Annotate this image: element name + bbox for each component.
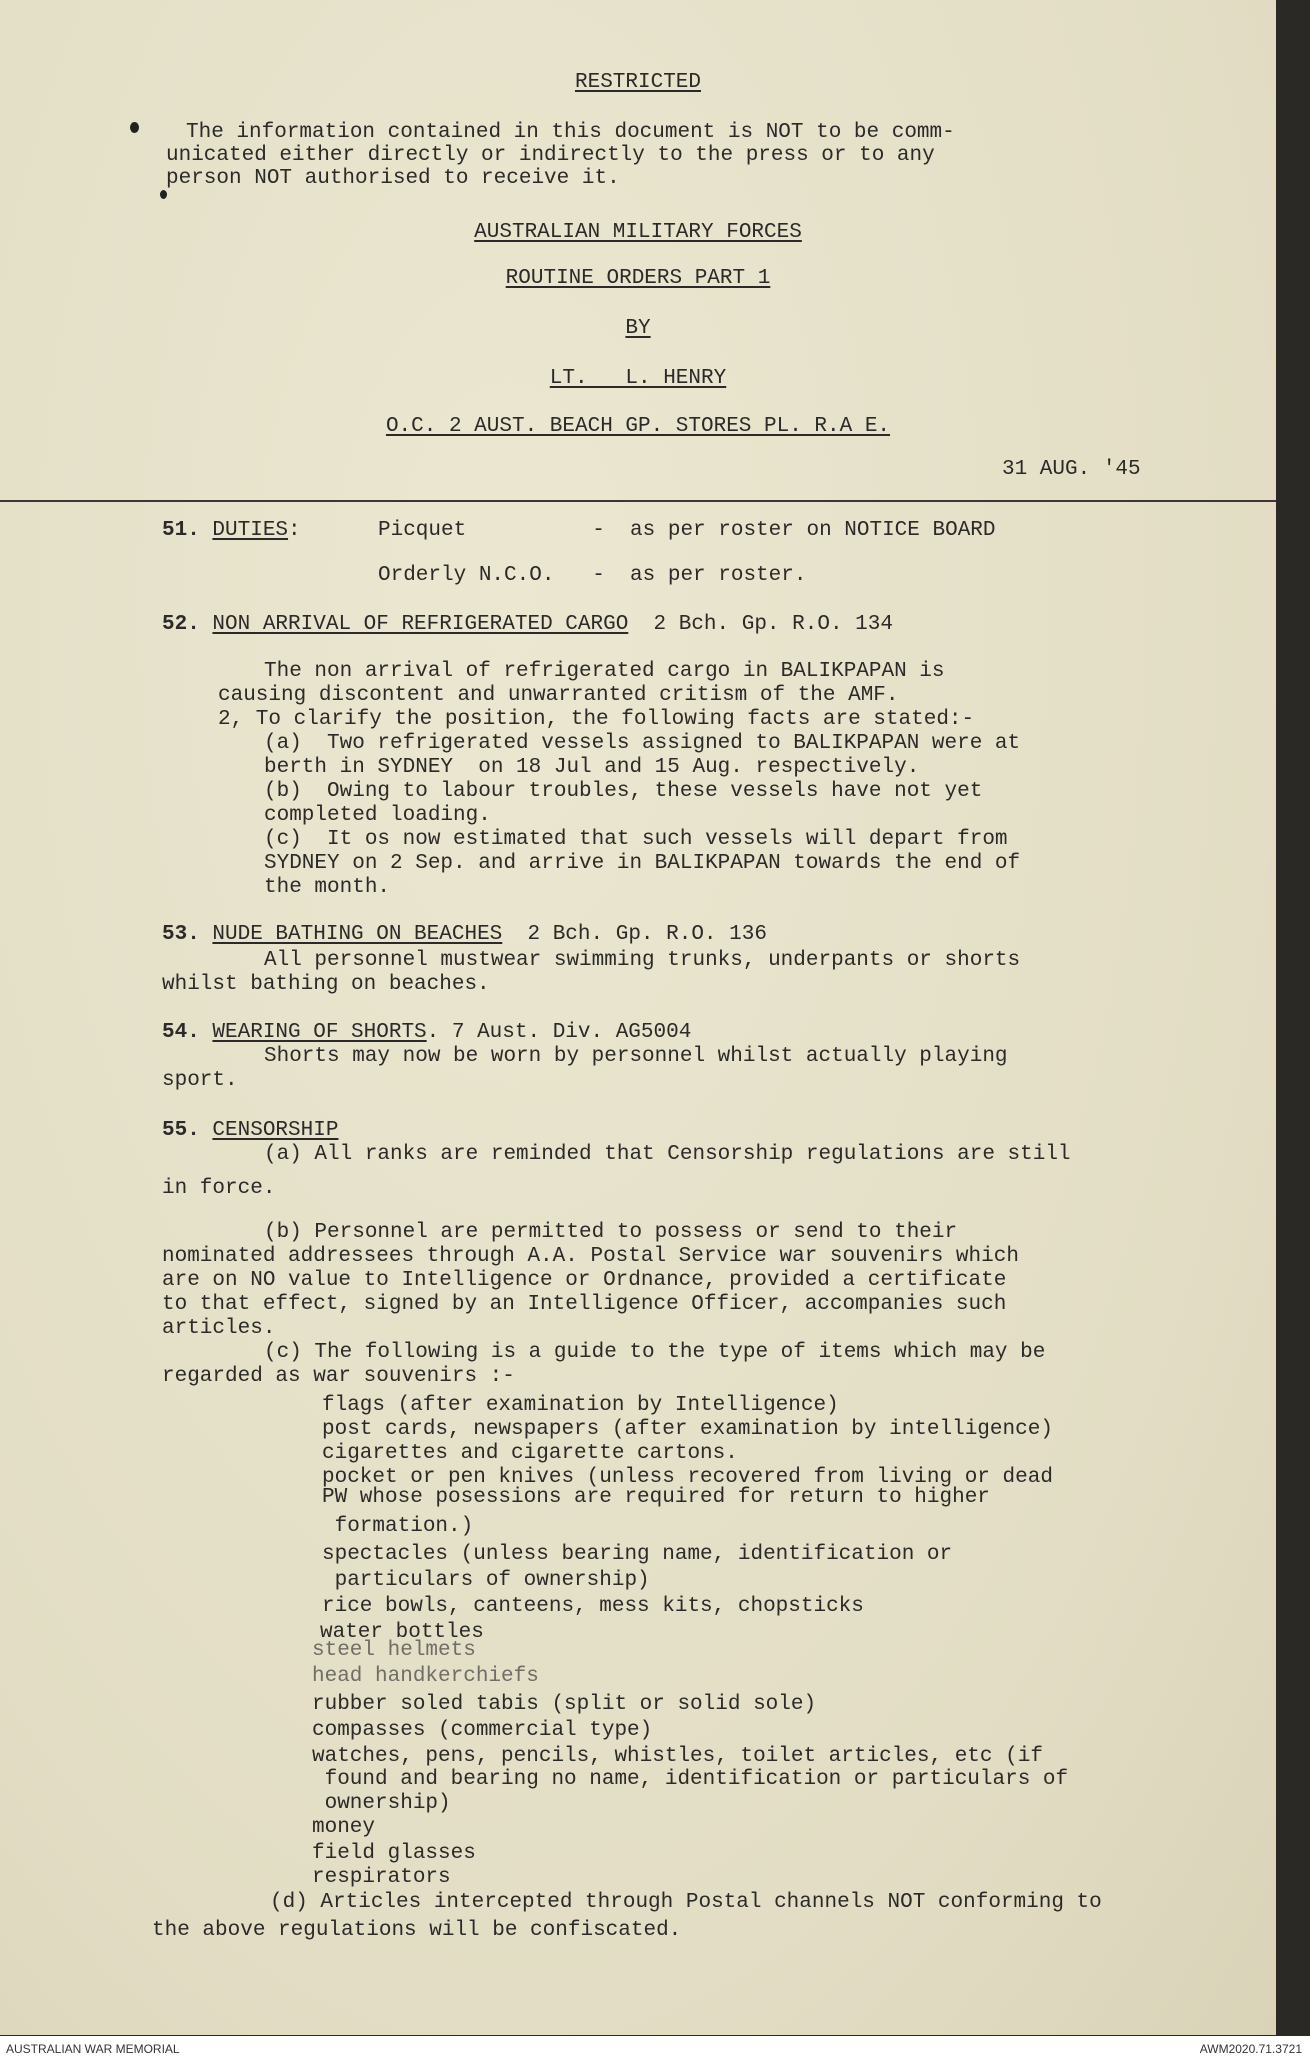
order-line: (b) Owing to labour troubles, these vessels have not yet bbox=[264, 780, 983, 803]
souvenir-item: formation.) bbox=[322, 1515, 474, 1538]
officer-heading: LT. L. HENRY bbox=[549, 367, 727, 390]
order-heading: CENSORSHIP bbox=[212, 1119, 339, 1142]
souvenir-item: watches, pens, pencils, whistles, toilet articles, etc (if bbox=[312, 1745, 1043, 1768]
order-line: Picquet - as per roster on NOTICE BOARD bbox=[378, 519, 996, 542]
souvenir-item: rice bowls, canteens, mess kits, chopsticks bbox=[322, 1595, 864, 1618]
souvenir-item: PW whose posessions are required for return to higher bbox=[322, 1486, 990, 1509]
order-duties bbox=[162, 518, 301, 543]
order-line: sport. bbox=[162, 1069, 238, 1092]
order-line: (a) All ranks are reminded that Censorship regulations are still bbox=[264, 1143, 1071, 1166]
order-line: (c) It os now estimated that such vessels will depart from bbox=[264, 828, 1008, 851]
order-wearing-shorts bbox=[162, 1020, 691, 1045]
souvenir-item: cigarettes and cigarette cartons. bbox=[322, 1442, 738, 1465]
archive-reference: AWM2020.71.3721 bbox=[1199, 2042, 1302, 2056]
order-line: causing discontent and unwarranted critism of the AMF. bbox=[218, 684, 899, 707]
souvenir-item: post cards, newspapers (after examination by intelligence) bbox=[322, 1418, 1053, 1441]
order-number: 53. bbox=[162, 923, 200, 946]
order-heading: NON ARRIVAL OF REFRIGERATED CARGO bbox=[212, 613, 629, 636]
souvenir-item: field glasses bbox=[312, 1842, 476, 1865]
souvenir-item: particulars of ownership) bbox=[322, 1569, 650, 1592]
order-number: 55. bbox=[162, 1119, 200, 1142]
order-line: the month. bbox=[264, 876, 391, 899]
order-line: berth in SYDNEY on 18 Jul and 15 Aug. respectively. bbox=[264, 756, 920, 779]
souvenir-item: steel helmets bbox=[312, 1639, 476, 1662]
souvenir-item: money bbox=[312, 1816, 376, 1839]
order-line: SYDNEY on 2 Sep. and arrive in BALIKPAPAN towards the end of bbox=[264, 852, 1021, 875]
unit-heading: O.C. 2 AUST. BEACH GP. STORES PL. R.A E. bbox=[385, 415, 891, 438]
order-line: The non arrival of refrigerated cargo in BALIKPAPAN is bbox=[264, 660, 945, 683]
org-heading: AUSTRALIAN MILITARY FORCES bbox=[474, 221, 802, 244]
order-line: (c) The following is a guide to the type of items which may be bbox=[264, 1341, 1046, 1364]
order-refrigerated-cargo bbox=[162, 612, 893, 637]
order-number: 52. bbox=[162, 613, 200, 636]
souvenir-item: head handkerchiefs bbox=[312, 1665, 539, 1688]
archive-footer bbox=[0, 2036, 1310, 2061]
souvenir-item: water bottles bbox=[320, 1621, 484, 1644]
souvenir-item: pocket or pen knives (unless recovered from living or dead bbox=[322, 1466, 1053, 1489]
by-heading: BY bbox=[625, 317, 651, 340]
souvenir-item: found and bearing no name, identification or particulars of bbox=[312, 1768, 1069, 1791]
souvenir-item: spectacles (unless bearing name, identification or bbox=[322, 1543, 953, 1566]
order-line: nominated addressees through A.A. Postal Service war souvenirs which bbox=[162, 1245, 1019, 1268]
order-line: to that effect, signed by an Intelligence Officer, accompanies such bbox=[162, 1293, 1007, 1316]
order-line: completed loading. bbox=[264, 804, 491, 827]
souvenir-item: rubber soled tabis (split or solid sole) bbox=[312, 1693, 817, 1716]
order-heading: WEARING OF SHORTS bbox=[212, 1021, 427, 1044]
order-number: 51. bbox=[162, 519, 200, 542]
order-line: Shorts may now be worn by personnel whilst actually playing bbox=[264, 1045, 1008, 1068]
order-number: 54. bbox=[162, 1021, 200, 1044]
order-reference: 2 Bch. Gp. R.O. 136 bbox=[527, 923, 767, 946]
order-heading-suffix: : bbox=[288, 519, 301, 542]
order-line: articles. bbox=[162, 1317, 276, 1340]
punch-hole-mark bbox=[130, 122, 139, 133]
souvenir-item: respirators bbox=[312, 1866, 451, 1889]
classification-heading: RESTRICTED bbox=[574, 71, 702, 94]
notice-line: person NOT authorised to receive it. bbox=[166, 167, 620, 190]
punch-hole-mark bbox=[160, 190, 167, 199]
order-line: in force. bbox=[162, 1177, 276, 1200]
souvenir-item: ownership) bbox=[312, 1792, 451, 1815]
order-line: All personnel mustwear swimming trunks, underpants or shorts bbox=[264, 949, 1021, 972]
order-reference: . 7 Aust. Div. AG5004 bbox=[426, 1021, 692, 1044]
title-heading: ROUTINE ORDERS PART 1 bbox=[505, 267, 771, 290]
order-line: (b) Personnel are permitted to possess or send to their bbox=[264, 1221, 958, 1244]
order-line: whilst bathing on beaches. bbox=[162, 973, 490, 996]
order-reference: 2 Bch. Gp. R.O. 134 bbox=[653, 613, 893, 636]
order-line: are on NO value to Intelligence or Ordnance, provided a certificate bbox=[162, 1269, 1007, 1292]
order-line: Orderly N.C.O. - as per roster. bbox=[378, 564, 807, 587]
souvenir-item: flags (after examination by Intelligence) bbox=[322, 1394, 839, 1417]
order-heading: DUTIES bbox=[212, 519, 289, 542]
archive-name: AUSTRALIAN WAR MEMORIAL bbox=[6, 2042, 180, 2056]
order-line: regarded as war souvenirs :- bbox=[162, 1365, 515, 1388]
order-line: (a) Two refrigerated vessels assigned to BALIKPAPAN were at bbox=[264, 732, 1021, 755]
order-censorship bbox=[162, 1118, 338, 1143]
header-divider bbox=[0, 500, 1276, 502]
order-nude-bathing bbox=[162, 922, 767, 947]
document-date: 31 AUG. '45 bbox=[1002, 458, 1141, 481]
souvenir-item: compasses (commercial type) bbox=[312, 1719, 653, 1742]
order-heading: NUDE BATHING ON BEACHES bbox=[212, 923, 503, 946]
order-closing-line: the above regulations will be confiscated. bbox=[152, 1919, 682, 1942]
order-line: 2, To clarify the position, the following facts are stated:- bbox=[218, 708, 975, 731]
order-closing-line: (d) Articles intercepted through Postal channels NOT conforming to bbox=[270, 1891, 1102, 1914]
notice-line: The information contained in this document is NOT to be comm- bbox=[186, 121, 955, 144]
notice-line: unicated either directly or indirectly to the press or to any bbox=[166, 144, 935, 167]
